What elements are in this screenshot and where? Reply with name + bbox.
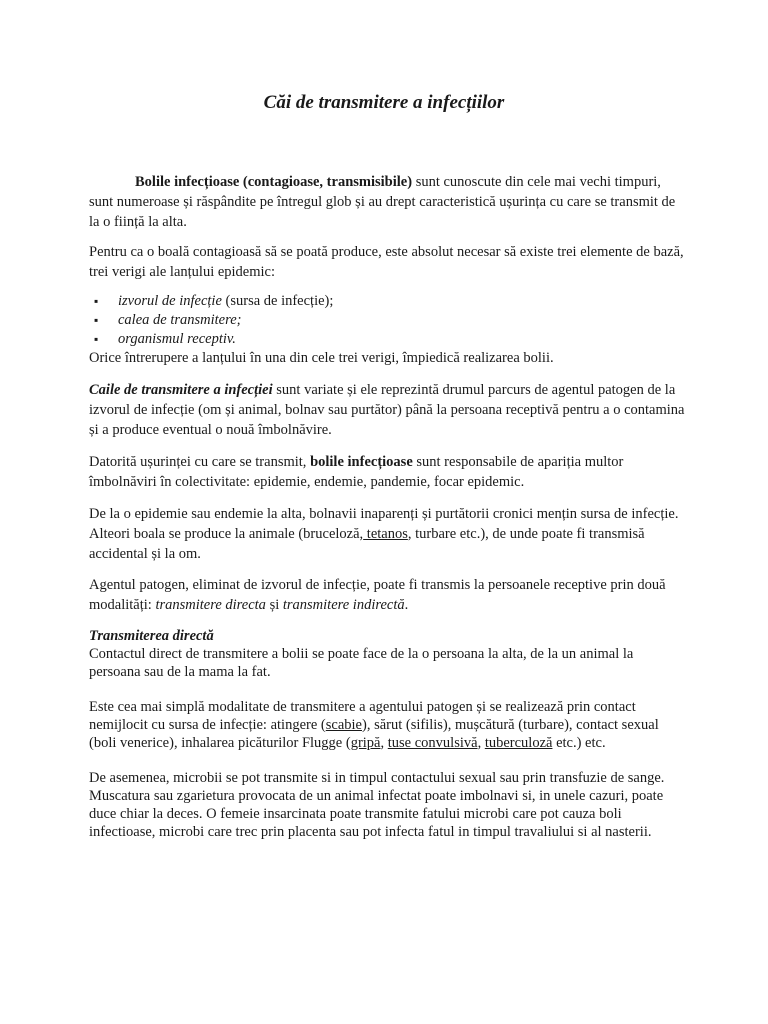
paragraph-direct-contact: Contactul direct de transmitere a bolii se poate face de la o persoana la alta, de la un animal la persoana sau de la mama la fat.	[89, 646, 634, 680]
list-item	[89, 330, 685, 349]
bullet-list	[89, 292, 685, 349]
link-scabie[interactable]: scabie	[325, 717, 362, 733]
paragraph-interruption: Orice întrerupere a lanțului în una din cele trei verigi, împiedică realizarea bolii.	[89, 350, 554, 366]
paragraph-routes	[89, 380, 685, 440]
bold-italic-term: Caile de transmitere a infecției	[89, 382, 273, 398]
title-text-bold: infecțiilor	[427, 92, 505, 113]
paragraph-text: , turbare etc.), de unde poate fi transmisă accidental și la om.	[89, 526, 645, 562]
paragraph-elements: Pentru ca o boală contagioasă să se poată produce, este absolut necesar să existe trei elemente de bază, trei verigi ale lanțului epidemic:	[89, 244, 684, 280]
list-item	[89, 311, 685, 330]
paragraph-text: ), sărut (sifilis), mușcătură (turbare), contact sexual (boli venerice), inhalarea picăturilor Flugge (	[89, 717, 659, 751]
bold-term: bolile infecțioase	[310, 454, 413, 470]
link-tuberculoza[interactable]: tuberculoză	[484, 735, 553, 751]
paragraph-text: ,	[380, 735, 388, 751]
paragraph-text: și	[265, 597, 283, 613]
paragraph-text: sunt variate și ele reprezintă drumul parcurs de agentul patogen de la izvorul de infecție (om și animal, bolnav sau purtător) până la persoana receptivă pentru a o contamina și a produce eventual o nouă îmbolnăvire.	[89, 382, 685, 438]
paragraph-text: Agentul patogen, eliminat de izvorul de infecție, poate fi transmis la persoanele receptive prin două modalități:	[89, 577, 666, 613]
link-tetanos[interactable]: tetanos	[363, 526, 408, 542]
paragraph-text: .	[404, 597, 409, 613]
link-tuse-convulsiva[interactable]: tuse convulsivă	[387, 735, 478, 751]
paragraph-text: sunt cunoscute din cele mai vechi timpuri, sunt numeroase și răspândite pe întregul glob și au drept caracteristică ușurința cu care se transmit de la o ființă la alta.	[89, 174, 676, 230]
paragraph-intro	[89, 172, 685, 232]
title-text: Căi de transmitere a	[263, 92, 428, 113]
list-item-term: calea de transmitere;	[118, 312, 242, 328]
paragraph-responsible	[89, 452, 685, 492]
bold-term: Bolile infecțioase (contagioase, transmisibile)	[135, 174, 413, 190]
paragraph-text: etc.) etc.	[552, 735, 606, 751]
paragraph-text: sunt responsabile de apariția multor îmbolnăviri în colectivitate: epidemie, endemie, pandemie, focar epidemic.	[89, 454, 624, 490]
italic-term: transmitere indirectă	[282, 597, 405, 613]
paragraph-text: Este cea mai simplă modalitate de transmitere a agentului patogen și se realizează prin contact nemijlocit cu sursa de infecție: atingere (	[89, 699, 636, 733]
list-item-text: (sursa de infecție);	[221, 293, 334, 309]
paragraph-text: ,	[477, 735, 485, 751]
document-title	[0, 92, 768, 114]
paragraph-carriers	[89, 504, 685, 564]
paragraph-text: Datorită ușurinței cu care se transmit,	[89, 454, 311, 470]
paragraph-text: De la o epidemie sau endemie la alta, bolnavii inaparenți și purtătorii cronici mențin sursa de infecție. Alteori boala se produce la animale (bruceloză,	[89, 506, 679, 542]
heading-text: Transmiterea directă	[89, 628, 214, 644]
section-heading	[89, 627, 685, 645]
list-item-term: izvorul de infecție	[118, 293, 222, 309]
italic-term: transmitere directa	[155, 597, 266, 613]
list-item	[89, 292, 685, 311]
list-item-term: organismul receptiv.	[118, 331, 236, 347]
paragraph-simplest	[89, 698, 685, 752]
paragraph-other-transmission: De asemenea, microbii se pot transmite si in timpul contactului sexual sau prin transfuzie de sange. Muscatura sau zgarietura provocata de un animal infectat poate imbolnavi si, in unele cazuri, poate duce chiar la deces. O femeie insarcinata poate transmite fatului microbi care pot cauza boli infectioase, microbi care trec prin placenta sau pot infecta fatul in timpul travaliului si al nasterii.	[89, 770, 665, 840]
paragraph-modalities	[89, 575, 685, 615]
document-body	[89, 172, 685, 841]
link-gripa[interactable]: gripă	[350, 735, 381, 751]
